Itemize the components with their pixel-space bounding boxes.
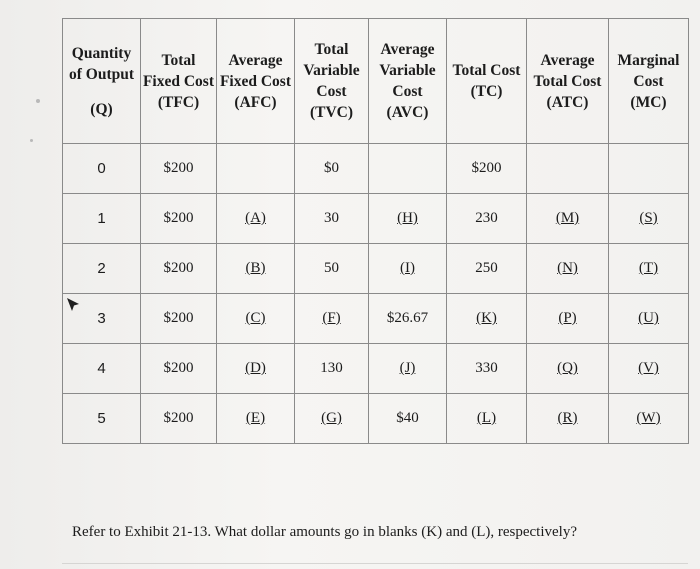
question-text: Refer to Exhibit 21-13. What dollar amounts go in blanks (K) and (L), respectively? <box>72 524 578 540</box>
cell-quantity: 3 <box>63 294 141 344</box>
cell-atc: (Q) <box>527 344 609 394</box>
cell-mc: (U) <box>609 294 689 344</box>
cell-afc: (D) <box>217 344 295 394</box>
cell-avc: (J) <box>369 344 447 394</box>
cell-quantity: 0 <box>63 144 141 194</box>
header-afc: Average Fixed Cost (AFC) <box>217 19 295 144</box>
cell-mc: (W) <box>609 394 689 444</box>
cell-tc: (L) <box>447 394 527 444</box>
header-tfc: Total Fixed Cost (TFC) <box>141 19 217 144</box>
header-avc: Average Variable Cost (AVC) <box>369 19 447 144</box>
cell-tc: $200 <box>447 144 527 194</box>
cell-tvc: 30 <box>295 194 369 244</box>
cell-atc: (R) <box>527 394 609 444</box>
cell-mc: (T) <box>609 244 689 294</box>
cell-mc: (V) <box>609 344 689 394</box>
header-tc: Total Cost (TC) <box>447 19 527 144</box>
cell-tfc: $200 <box>141 244 217 294</box>
cell-avc: (H) <box>369 194 447 244</box>
cell-atc <box>527 144 609 194</box>
table-row <box>63 144 689 194</box>
cell-avc: $26.67 <box>369 294 447 344</box>
cell-atc: (N) <box>527 244 609 294</box>
cell-quantity: 4 <box>63 344 141 394</box>
cell-quantity: 5 <box>63 394 141 444</box>
cell-quantity: 1 <box>63 194 141 244</box>
cell-afc <box>217 144 295 194</box>
cell-tfc: $200 <box>141 144 217 194</box>
header-tvc: Total Variable Cost (TVC) <box>295 19 369 144</box>
cell-tfc: $200 <box>141 344 217 394</box>
cell-avc <box>369 144 447 194</box>
cell-tc: 230 <box>447 194 527 244</box>
cell-tvc: (G) <box>295 394 369 444</box>
divider <box>62 563 688 564</box>
table-row <box>63 244 689 294</box>
margin-dot <box>36 99 40 103</box>
margin-dot <box>30 139 33 142</box>
cell-mc: (S) <box>609 194 689 244</box>
cell-tfc: $200 <box>141 194 217 244</box>
cell-mc <box>609 144 689 194</box>
cell-quantity: 2 <box>63 244 141 294</box>
header-row <box>63 19 689 144</box>
cell-afc: (B) <box>217 244 295 294</box>
cell-tfc: $200 <box>141 294 217 344</box>
cell-afc: (C) <box>217 294 295 344</box>
cell-atc: (M) <box>527 194 609 244</box>
cell-tvc: 50 <box>295 244 369 294</box>
cell-tc: 330 <box>447 344 527 394</box>
cell-afc: (E) <box>217 394 295 444</box>
cell-tc: (K) <box>447 294 527 344</box>
table-row <box>63 294 689 344</box>
cell-tc: 250 <box>447 244 527 294</box>
table-row <box>63 194 689 244</box>
header-mc: Marginal Cost (MC) <box>609 19 689 144</box>
cell-atc: (P) <box>527 294 609 344</box>
cell-tvc: (F) <box>295 294 369 344</box>
header-quantity: Quantity of Output (Q) <box>63 19 141 144</box>
cell-tvc: 130 <box>295 344 369 394</box>
cost-exhibit-table <box>62 18 689 444</box>
mouse-pointer-icon <box>66 297 80 313</box>
header-atc: Average Total Cost (ATC) <box>527 19 609 144</box>
table-row <box>63 394 689 444</box>
cell-afc: (A) <box>217 194 295 244</box>
cell-tfc: $200 <box>141 394 217 444</box>
cell-avc: (I) <box>369 244 447 294</box>
cell-avc: $40 <box>369 394 447 444</box>
table-row <box>63 344 689 394</box>
cell-tvc: $0 <box>295 144 369 194</box>
